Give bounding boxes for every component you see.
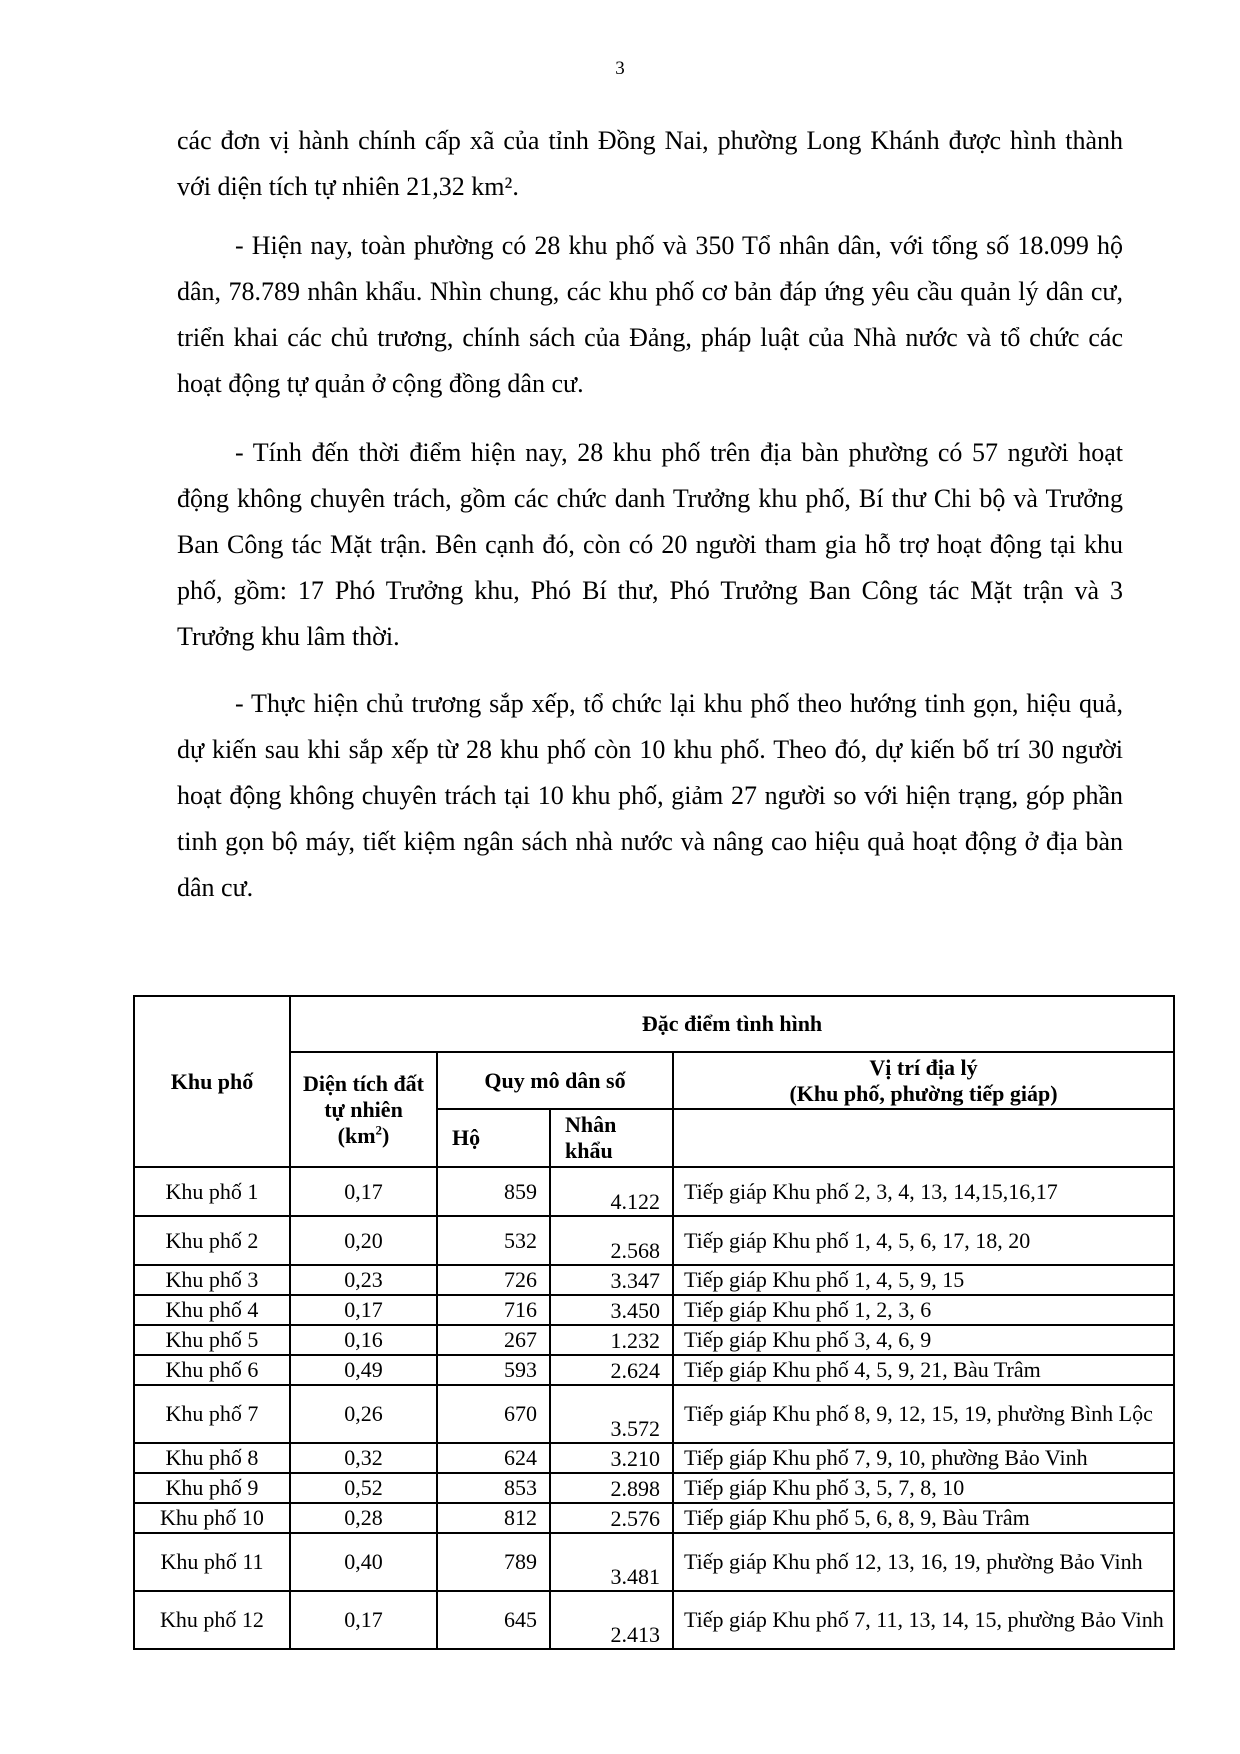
table-row	[134, 1325, 1174, 1355]
table-row	[134, 1473, 1174, 1503]
cell-ho: 716	[437, 1295, 550, 1325]
table-row	[134, 1265, 1174, 1295]
cell-area: 0,26	[290, 1385, 437, 1443]
cell-nhan-khau: 3.572	[550, 1385, 673, 1443]
cell-area: 0,32	[290, 1443, 437, 1473]
table-row	[134, 1295, 1174, 1325]
cell-area: 0,17	[290, 1295, 437, 1325]
cell-ho: 532	[437, 1216, 550, 1265]
table-row	[134, 1216, 1174, 1265]
cell-ho: 645	[437, 1591, 550, 1649]
cell-khu-pho: Khu phố 6	[134, 1355, 290, 1385]
paragraph-reorganization: - Thực hiện chủ trương sắp xếp, tổ chức lại khu phố theo hướng tinh gọn, hiệu quả, dự kiến sau khi sắp xếp từ 28 khu phố còn 10 khu phố. Theo đó, dự kiến bố trí 30 người hoạt động không chuyên trách tại 10 khu phố, giảm 27 người so với hiện trạng, góp phần tinh gọn bộ máy, tiết kiệm ngân sách nhà nước và nâng cao hiệu quả hoạt động ở địa bàn dân cư.	[177, 689, 1123, 902]
cell-khu-pho: Khu phố 1	[134, 1167, 290, 1216]
cell-location: Tiếp giáp Khu phố 2, 3, 4, 13, 14,15,16,17	[673, 1167, 1174, 1216]
header-khu-pho: Khu phố	[134, 996, 290, 1167]
paragraph-current-status: - Hiện nay, toàn phường có 28 khu phố và 350 Tổ nhân dân, với tổng số 18.099 hộ dân, 78.789 nhân khẩu. Nhìn chung, các khu phố cơ bản đáp ứng yêu cầu quản lý dân cư, triển khai các chủ trương, chính sách của Đảng, pháp luật của Nhà nước và tổ chức các hoạt động tự quản ở cộng đồng dân cư.	[177, 231, 1123, 398]
cell-area: 0,52	[290, 1473, 437, 1503]
header-blank	[673, 1109, 1174, 1167]
cell-location: Tiếp giáp Khu phố 1, 4, 5, 6, 17, 18, 20	[673, 1216, 1174, 1265]
cell-location: Tiếp giáp Khu phố 4, 5, 9, 21, Bàu Trâm	[673, 1355, 1174, 1385]
cell-area: 0,49	[290, 1355, 437, 1385]
cell-nhan-khau: 3.347	[550, 1265, 673, 1295]
table-row	[134, 1167, 1174, 1216]
cell-nhan-khau: 2.568	[550, 1216, 673, 1265]
cell-nhan-khau: 3.210	[550, 1443, 673, 1473]
cell-nhan-khau: 1.232	[550, 1325, 673, 1355]
cell-khu-pho: Khu phố 12	[134, 1591, 290, 1649]
cell-area: 0,17	[290, 1167, 437, 1216]
paragraph-staff: - Tính đến thời điểm hiện nay, 28 khu phố trên địa bàn phường có 57 người hoạt động không chuyên trách, gồm các chức danh Trưởng khu phố, Bí thư Chi bộ và Trưởng Ban Công tác Mặt trận. Bên cạnh đó, còn có 20 người tham gia hỗ trợ hoạt động tại khu phố, gồm: 17 Phó Trưởng khu, Phó Bí thư, Phó Trưởng Ban Công tác Mặt trận và 3 Trưởng khu lâm thời.	[177, 438, 1123, 651]
page-number: 3	[615, 58, 625, 79]
cell-ho: 267	[437, 1325, 550, 1355]
table-row	[134, 1385, 1174, 1443]
cell-ho: 853	[437, 1473, 550, 1503]
table-row	[134, 1533, 1174, 1591]
header-location: Vị trí địa lý (Khu phố, phường tiếp giáp)	[673, 1052, 1174, 1109]
cell-ho: 812	[437, 1503, 550, 1533]
cell-ho: 726	[437, 1265, 550, 1295]
cell-area: 0,20	[290, 1216, 437, 1265]
cell-khu-pho: Khu phố 11	[134, 1533, 290, 1591]
cell-nhan-khau: 2.576	[550, 1503, 673, 1533]
cell-location: Tiếp giáp Khu phố 3, 5, 7, 8, 10	[673, 1473, 1174, 1503]
cell-location: Tiếp giáp Khu phố 3, 4, 6, 9	[673, 1325, 1174, 1355]
header-ho: Hộ	[437, 1109, 550, 1167]
cell-nhan-khau: 2.898	[550, 1473, 673, 1503]
cell-khu-pho: Khu phố 8	[134, 1443, 290, 1473]
cell-nhan-khau: 3.481	[550, 1533, 673, 1591]
cell-area: 0,23	[290, 1265, 437, 1295]
cell-area: 0,17	[290, 1591, 437, 1649]
cell-khu-pho: Khu phố 10	[134, 1503, 290, 1533]
cell-ho: 789	[437, 1533, 550, 1591]
table-row	[134, 1591, 1174, 1649]
cell-nhan-khau: 3.450	[550, 1295, 673, 1325]
cell-location: Tiếp giáp Khu phố 12, 13, 16, 19, phường Bảo Vinh	[673, 1533, 1174, 1591]
cell-ho: 593	[437, 1355, 550, 1385]
table-row	[134, 1355, 1174, 1385]
paragraph-intro: các đơn vị hành chính cấp xã của tỉnh Đồng Nai, phường Long Khánh được hình thành với diện tích tự nhiên 21,32 km².	[177, 126, 1123, 201]
table-row	[134, 1503, 1174, 1533]
cell-ho: 859	[437, 1167, 550, 1216]
cell-khu-pho: Khu phố 3	[134, 1265, 290, 1295]
cell-location: Tiếp giáp Khu phố 1, 4, 5, 9, 15	[673, 1265, 1174, 1295]
cell-area: 0,40	[290, 1533, 437, 1591]
table-row	[134, 1443, 1174, 1473]
cell-location: Tiếp giáp Khu phố 8, 9, 12, 15, 19, phường Bình Lộc	[673, 1385, 1174, 1443]
cell-location: Tiếp giáp Khu phố 7, 9, 10, phường Bảo Vinh	[673, 1443, 1174, 1473]
cell-area: 0,16	[290, 1325, 437, 1355]
cell-khu-pho: Khu phố 5	[134, 1325, 290, 1355]
cell-khu-pho: Khu phố 9	[134, 1473, 290, 1503]
cell-khu-pho: Khu phố 2	[134, 1216, 290, 1265]
cell-area: 0,28	[290, 1503, 437, 1533]
cell-location: Tiếp giáp Khu phố 1, 2, 3, 6	[673, 1295, 1174, 1325]
cell-khu-pho: Khu phố 4	[134, 1295, 290, 1325]
cell-nhan-khau: 2.413	[550, 1591, 673, 1649]
khu-pho-table	[133, 995, 1175, 1650]
cell-ho: 624	[437, 1443, 550, 1473]
header-area: Diện tích đất tự nhiên $(km^2)$	[290, 1052, 437, 1167]
cell-nhan-khau: 4.122	[550, 1167, 673, 1216]
cell-ho: 670	[437, 1385, 550, 1443]
cell-location: Tiếp giáp Khu phố 5, 6, 8, 9, Bàu Trâm	[673, 1503, 1174, 1533]
header-population: Quy mô dân số	[437, 1052, 673, 1109]
cell-nhan-khau: 2.624	[550, 1355, 673, 1385]
header-group: Đặc điểm tình hình	[290, 996, 1174, 1052]
cell-location: Tiếp giáp Khu phố 7, 11, 13, 14, 15, phường Bảo Vinh	[673, 1591, 1174, 1649]
cell-khu-pho: Khu phố 7	[134, 1385, 290, 1443]
header-nhan-khau: Nhân khẩu	[550, 1109, 673, 1167]
